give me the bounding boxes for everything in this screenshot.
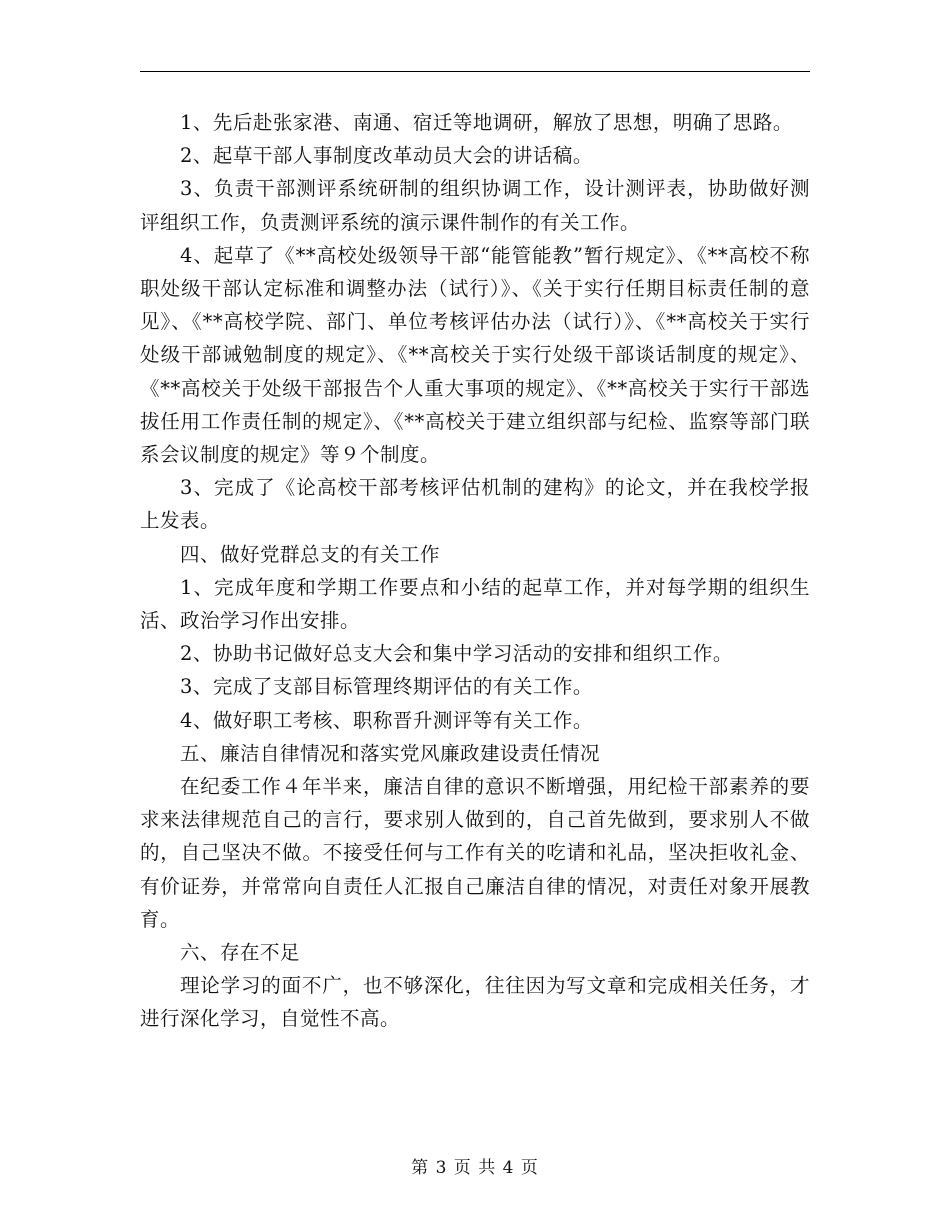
section-heading: 四、做好党群总支的有关工作: [179, 542, 440, 566]
paragraph: 3、负责干部测评系统研制的组织协调工作，设计测评表，协助做好测评组织工作，负责测评系统的演示课件制作的有关工作。: [140, 177, 810, 234]
paragraph: 4、做好职工考核、职称晋升测评等有关工作。: [179, 708, 593, 732]
header-rule: [140, 71, 810, 72]
section-heading: 六、存在不足: [179, 941, 300, 965]
paragraph: 在纪委工作４年半来，廉洁自律的意识不断增强，用纪检干部素养的要求来法律规范自己的言行，要求别人做到的，自己首先做到，要求别人不做的，自己坚决不做。不接受任何与工作有关的吃请和礼品，坚决拒收礼金、有价证券，并常常向自责任人汇报自己廉洁自律的情况，对责任对象开展教育。: [140, 775, 810, 931]
page-number: 第 3 页 共 4 页: [411, 1158, 539, 1178]
document-body: [140, 106, 810, 1036]
paragraph: 3、完成了支部目标管理终期评估的有关工作。: [179, 675, 593, 699]
paragraph: 2、起草干部人事制度改革动员大会的讲话稿。: [179, 144, 593, 168]
paragraph: 理论学习的面不广，也不够深化，往往因为写文章和完成相关任务，才进行深化学习，自觉性不高。: [140, 974, 810, 1031]
paragraph: 1、先后赴张家港、南通、宿迁等地调研，解放了思想，明确了思路。: [179, 111, 793, 134]
paragraph: 2、协助书记做好总支大会和集中学习活动的安排和组织工作。: [179, 642, 733, 666]
section-heading: 五、廉洁自律情况和落实党风廉政建设责任情况: [179, 741, 600, 765]
paragraph: 1、完成年度和学期工作要点和小结的起草工作，并对每学期的组织生活、政治学习作出安排。: [140, 575, 810, 633]
paragraph: 4、起草了《**高校处级领导干部“能管能教”暂行规定》、《**高校不称职处级干部认定标准和调整办法（试行）》、《关于实行任期目标责任制的意见》、《**高校学院、部门、单位考核评估办法（试行）》、《**高校关于实行处级干部诫勉制度的规定》、《**高校关于实行处级干部谈话制度的规定》、《**高校关于处级干部报告个人重大事项的规定》、《**高校关于实行干部选拔任用工作责任制的规定》、《**高校关于建立组织部与纪检、监察等部门联系会议制度的规定》等９个制度。: [140, 243, 810, 467]
paragraph: 3、完成了《论高校干部考核评估机制的建构》的论文，并在我校学报上发表。: [140, 476, 810, 533]
